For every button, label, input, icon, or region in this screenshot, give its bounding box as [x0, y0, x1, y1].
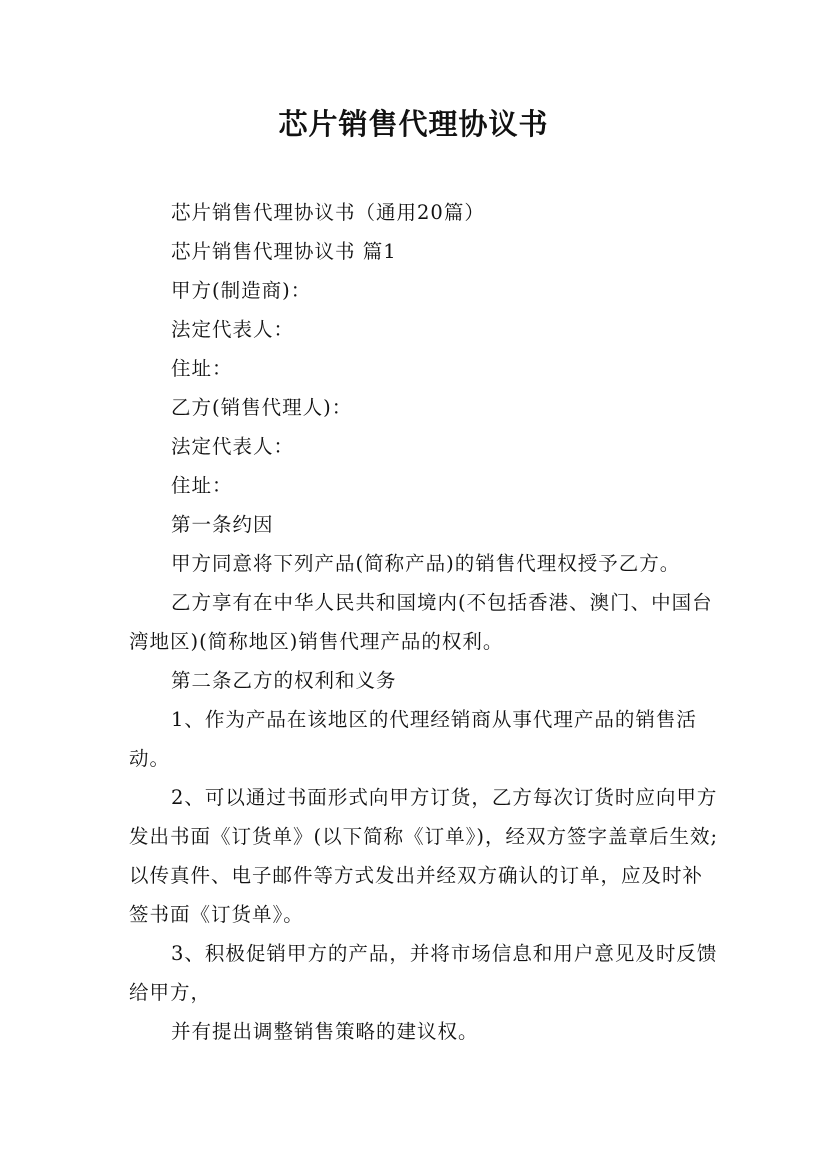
paragraph-article-2-heading: 第二条乙方的权利和义务: [171, 669, 397, 692]
paragraph-party-b: 乙方(销售代理人)：: [171, 396, 353, 419]
document-body: [129, 193, 719, 1051]
paragraph-article-1-heading: 第一条约因: [171, 513, 274, 536]
paragraph-party-b-representative: 法定代表人：: [171, 435, 295, 458]
paragraph-article-1-grant: 甲方同意将下列产品(简称产品)的销售代理权授予乙方。: [171, 552, 681, 575]
paragraph-article-2-item-3: 3、积极促销甲方的产品，并将市场信息和用户意见及时反馈给甲方，: [129, 942, 718, 1004]
document-title: 芯片销售代理协议书: [278, 107, 549, 141]
paragraph-article-1-territory: 乙方享有在中华人民共和国境内(不包括香港、澳门、中国台湾地区)(简称地区)销售代理产品的权利。: [129, 591, 713, 653]
paragraph-party-a: 甲方(制造商)：: [171, 279, 312, 302]
paragraph-party-a-address: 住址：: [171, 357, 233, 380]
paragraph-chapter-heading: 芯片销售代理协议书 篇1: [171, 240, 397, 263]
paragraph-article-2-item-2: 2、可以通过书面形式向甲方订货，乙方每次订货时应向甲方发出书面《订货单》(以下简称《订单》)，经双方签字盖章后生效;以传真件、电子邮件等方式发出并经双方确认的订单，应及时补签书面《订货单》。: [129, 786, 719, 926]
paragraph-party-b-address: 住址：: [171, 474, 233, 497]
paragraph-article-2-item-1: 1、作为产品在该地区的代理经销商从事代理产品的销售活动。: [129, 708, 697, 770]
paragraph-subtitle: 芯片销售代理协议书（通用20篇）: [171, 201, 485, 224]
paragraph-party-a-representative: 法定代表人：: [171, 318, 295, 341]
paragraph-article-2-item-3-cont: 并有提出调整销售策略的建议权。: [171, 1020, 479, 1043]
